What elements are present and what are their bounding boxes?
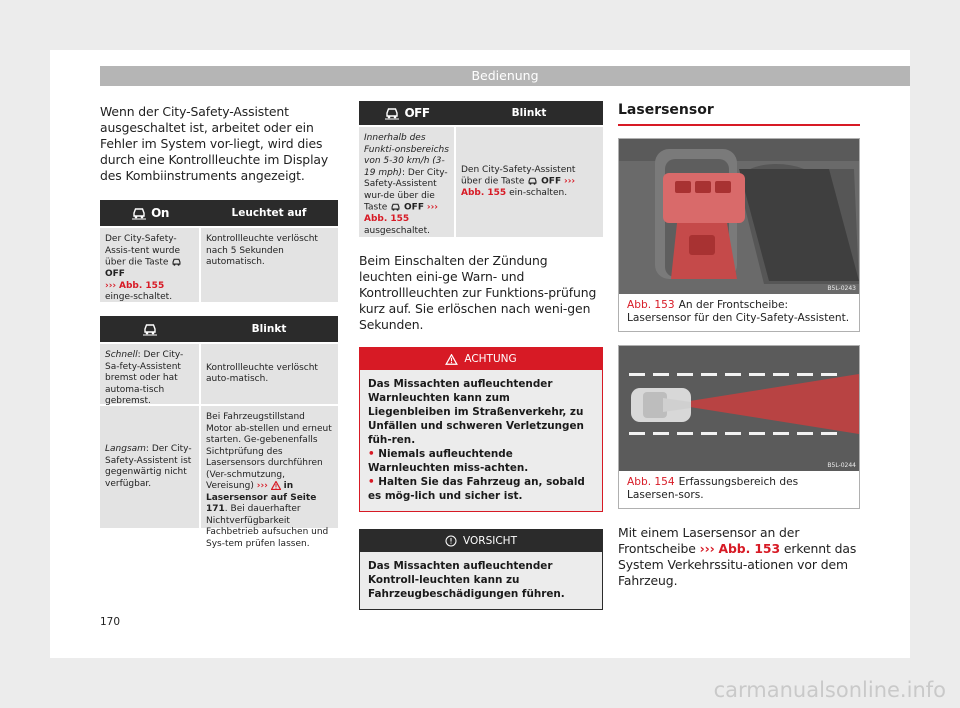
figure-code: B5L-0244: [827, 462, 856, 469]
page-number: 170: [100, 616, 121, 628]
section-title: Lasersensor: [618, 102, 860, 126]
on-badge: On: [151, 206, 169, 220]
figure-link[interactable]: Abb. 153: [718, 541, 780, 556]
caution-text: Das Missachten aufleuchtender Kontroll-leuchten kann zu Fahrzeugbeschädigungen führen.: [368, 560, 565, 600]
section-header: Bedienung: [100, 66, 910, 86]
table-row: Langsam: Der City-Safety-Assistent ist gegenwärtig nicht verfügbar. Bei Fahrzeugstillstand Motor ab-stellen und erneut starten. Ge-gebenenfalls Sichtprüfung des Lasersensors durchführen (Ver-schmutzung, Vereisung) ››› in Lasersensor auf Seite 171. Bei dauerhafter Nichtverfügbarkeit Fachbetrieb aufsuchen und Sys-tem prüfen lassen.: [100, 406, 338, 528]
figure-label: Abb. 154: [627, 476, 675, 488]
table-row: Innerhalb des Funkti-onsbereichs von 5-30 km/h (3-19 mph): Der City-Safety-Assistent wur-de über die Taste OFF ››› Abb. 155 ausgeschaltet. Den City-Safety-Assistent über die Taste OFF ››› Abb. 155 ein-schalten.: [359, 127, 603, 237]
table-header: [359, 101, 603, 125]
warning-bullet: • Halten Sie das Fahrzeug an, sobald es mög-lich und sicher ist.: [368, 476, 585, 502]
warning-box: [359, 347, 603, 512]
warning-triangle-icon: [271, 481, 281, 490]
table-row: Der City-Safety-Assis-tent wurde über die Taste OFF ››› Abb. 155 einge-schaltet. Kontrollleuchte verlöscht nach 5 Sekunden automatisch.: [100, 228, 338, 302]
middle-column: [359, 98, 603, 610]
table-header-label: Blinkt: [251, 323, 287, 335]
off-badge: OFF: [404, 106, 430, 120]
caution-box: [359, 529, 603, 610]
off-badge: OFF: [404, 202, 424, 213]
laser-sensor-image: [619, 139, 859, 294]
page-reference-link[interactable]: in Lasersensor auf Seite 171: [206, 481, 317, 514]
city-safety-icon: [384, 106, 400, 120]
warning-triangle-icon: [445, 354, 458, 365]
city-safety-icon: [142, 322, 158, 336]
info-circle-icon: [445, 535, 457, 547]
detection-area-illustration: [619, 346, 859, 471]
watermark: carmanualsonline.info: [713, 678, 946, 702]
figure-code: B5L-0243: [827, 285, 856, 292]
table-header: [100, 316, 338, 342]
left-column: [100, 98, 338, 549]
indicator-table-blink: [100, 316, 338, 549]
warning-bullet: • Niemals aufleuchtende Warnleuchten miss-achten.: [368, 448, 529, 474]
figure-link[interactable]: Abb. 155: [364, 214, 410, 224]
city-safety-icon: [390, 202, 401, 212]
warning-title: ACHTUNG: [464, 353, 517, 365]
indicator-table-on: [100, 200, 338, 302]
detection-area-image: [619, 346, 859, 471]
intro-paragraph: Wenn der City-Safety-Assistent ausgeschaltet ist, arbeitet oder ein Fehler im System vor-liegt, wird dies durch eine Kontrollleuchte im Display des Kombiinstruments angezeigt.: [100, 104, 329, 183]
indicator-table-off: [359, 101, 603, 237]
manual-page: [50, 50, 910, 658]
lasersensor-paragraph: Mit einem Lasersensor an der Frontscheibe ››› Abb. 153 erkennt das System Verkehrssitu-ationen vor dem Fahrzeug.: [618, 525, 857, 588]
figure-label: Abb. 153: [627, 299, 675, 311]
city-safety-icon: [131, 206, 147, 220]
table-header-label: Leuchtet auf: [231, 207, 307, 219]
figure-154: [618, 345, 860, 509]
figure-153: [618, 138, 860, 332]
city-safety-icon: [171, 257, 182, 267]
table-header: [100, 200, 338, 226]
caution-title: VORSICHT: [463, 535, 517, 547]
off-badge: OFF: [541, 176, 562, 187]
table-header-label: Blinkt: [511, 107, 547, 119]
off-badge: OFF: [105, 269, 125, 279]
figure-caption: An der Frontscheibe: Lasersensor für den City-Safety-Assistent.: [627, 299, 850, 324]
figure-caption: Erfassungsbereich des Lasersen-sors.: [627, 476, 799, 501]
ignition-paragraph: Beim Einschalten der Zündung leuchten eini-ge Warn- und Kontrollleuchten zur Funktions-prüfung kurz auf. Sie erlöschen nach weni-gen Sekunden.: [359, 253, 597, 332]
laser-sensor-illustration: [619, 139, 859, 294]
city-safety-icon: [527, 176, 538, 186]
warning-text: Das Missachten aufleuchtender Warnleuchten kann zum Liegenbleiben im Straßenverkehr, zu Unfällen und schweren Verletzungen füh-ren.: [368, 378, 584, 446]
right-column: [618, 98, 860, 589]
table-row: Schnell: Der City-Sa-fety-Assistent bremst oder hat automa-tisch gebremst. Kontrollleuchte verlöscht auto-matisch.: [100, 344, 338, 404]
figure-link[interactable]: Abb. 155: [119, 280, 165, 291]
figure-link[interactable]: Abb. 155: [461, 188, 507, 198]
